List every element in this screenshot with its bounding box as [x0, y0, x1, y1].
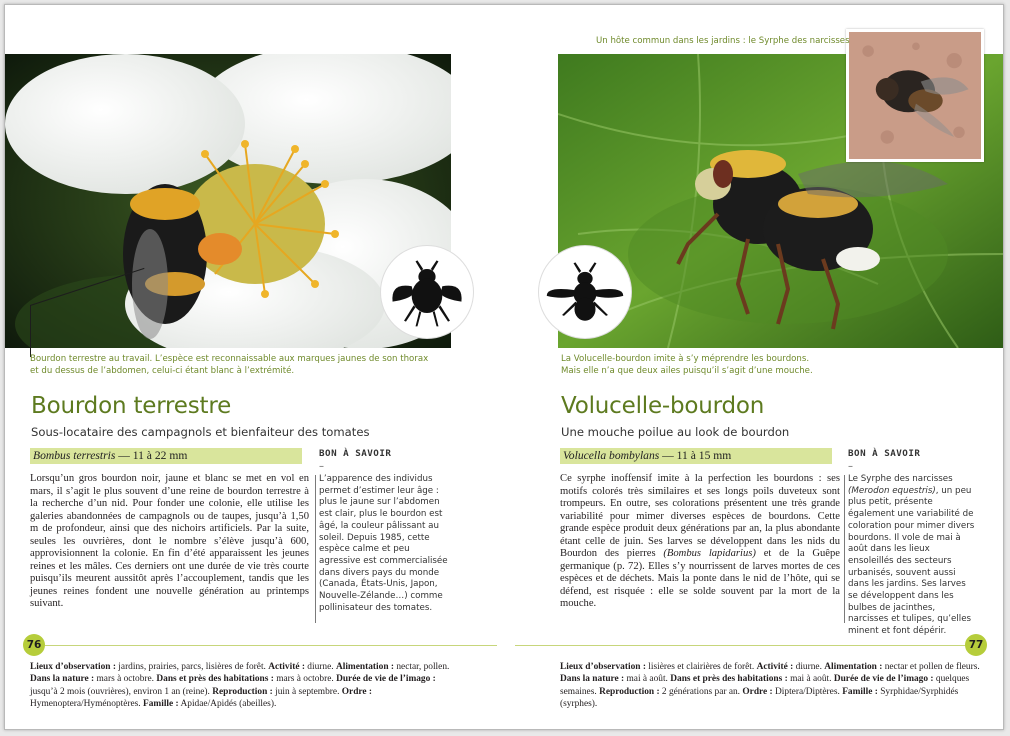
bee-silhouette-icon — [381, 246, 473, 338]
left-box-dash: – — [319, 461, 324, 472]
left-box-text: L’apparence des individus permet d’estimer leur âge : plus le jaune sur l’abdomen est clair, plus le bourdon est âgé, la couleur pâlissant au soleil. Depuis 1985, cette espèce calme et peu agressive est commercialisée dans divers pays du monde (Canada, États-Unis, Japon, Nouvelle-Zélande…) comme pollinisateur des tomates. — [319, 474, 448, 613]
inset-caption: Un hôte commun dans les jardins : le Syrphe des narcisses — [596, 36, 850, 46]
right-species-title: Volucelle-bourdon — [561, 393, 765, 419]
right-box-rule — [844, 475, 845, 623]
right-box-dash: – — [848, 461, 853, 472]
right-footer-rule — [515, 645, 967, 646]
right-box-title: BON À SAVOIR — [848, 448, 921, 459]
left-footer-info: Lieux d’observation : jardins, prairies, parcs, lisières de forêt. Activité : diurne. Alimentation : nectar, pollen. Dans la nature : mars à octobre. Dans et près des habitations : mars à octobre. Durée de vie de l’imago : jusqu’à 2 mois (ouvrières), environ 1 an (reine). Reproduction : juin à septembre. Ordre : Hymenoptera/Hyménoptères. Famille : Apidae/Apidés (abeilles). — [30, 662, 450, 710]
right-species-subtitle: Une mouche poilue au look de bourdon — [561, 425, 790, 439]
right-photo-caption: La Volucelle-bourdon imite à s’y méprendre les bourdons. Mais elle n’a que deux ailes puisqu’il s’agit d’une mouche. — [561, 354, 813, 376]
right-page-number: 77 — [965, 634, 987, 656]
left-footer-rule — [45, 645, 497, 646]
book-spread — [4, 4, 1004, 730]
narcissus-hoverfly-inset — [846, 29, 984, 162]
left-box-rule — [315, 475, 316, 623]
left-species-subtitle: Sous-locataire des campagnols et bienfaiteur des tomates — [31, 425, 370, 439]
right-footer-info: Lieux d’observation : lisières et clairières de forêt. Activité : diurne. Alimentation : nectar et pollen de fleurs. Dans la nature : mai à août. Dans et près des habitations : mai à août. Durée de vie de l’imago : quelques semaines. Reproduction : 2 générations par an. Ordre : Diptera/Diptères. Famille : Syrphidae/Syrphidés (syrphes). — [560, 662, 980, 710]
left-body-text: Lorsqu’un gros bourdon noir, jaune et blanc se met en vol en mars, il s’agit le plus souvent d’une reine de bourdon terrestre à la recherche d’un nid. Pour fonder une colonie, elle utilise les galeries abandonnées de campagnols ou de taupes, jusqu’à 1,50 m de profondeur, ainsi que des nichoirs artificiels. Par la suite, seules les ouvrières, dont le nombre s’élève jusqu’à 600, approvisionnent la colonie. En fin d’été apparaissent les jeunes reines et les mâles. Ces derniers ont une durée de vie très courte puisqu’ils meurent aussitôt après l’accouplement, tandis que les jeunes reines fondent une nouvelle génération au printemps suivant. — [30, 473, 309, 609]
right-box-text: Le Syrphe des narcisses (Merodon equestris), un peu plus petit, présente également une variabilité de coloration pour mimer divers bourdons. Il vole de mai à août dans les lieux ensoleillés des secteurs urbanisés, souvent aussi dans les jardins. Ses larves se développent dans les bulbes de jacinthes, narcisses et tulipes, qu’elles minent et font dépérir. — [848, 474, 975, 637]
right-scientific-name: Volucella bombylans — 11 à 15 mm — [560, 448, 832, 464]
left-species-title: Bourdon terrestre — [31, 393, 232, 419]
left-scientific-name: Bombus terrestris — 11 à 22 mm — [30, 448, 302, 464]
fly-silhouette-icon — [539, 246, 631, 338]
caption-leader-line — [30, 305, 31, 357]
left-box-title: BON À SAVOIR — [319, 448, 392, 459]
left-page-number: 76 — [23, 634, 45, 656]
left-photo-caption: Bourdon terrestre au travail. L’espèce est reconnaissable aux marques jaunes de son thorax et du dessus de l’abdomen, celui-ci étant blanc à l’extrémité. — [30, 354, 429, 376]
right-body-text: Ce syrphe inoffensif imite à la perfection les bourdons : ses motifs colorés très similaires et ses longs poils duveteux sont trompeurs. En outre, ses colorations présentent une très grande variabilité pour mimer diverses espèces de bourdons. Cette grande espèce produit deux générations par an, la plus abondante étant celle de juin. Ses larves se développent dans les nids du Bourdon des pierres (Bombus lapidarius) et de la Guêpe germanique (p. 72). Elles s’y nourrissent de larves mortes de ces espèces et de déchets. Mais la ponte dans le nid de l’hôte, qui se défend, est risquée : elle se solde souvent par la mort de la mouche. — [560, 473, 840, 609]
